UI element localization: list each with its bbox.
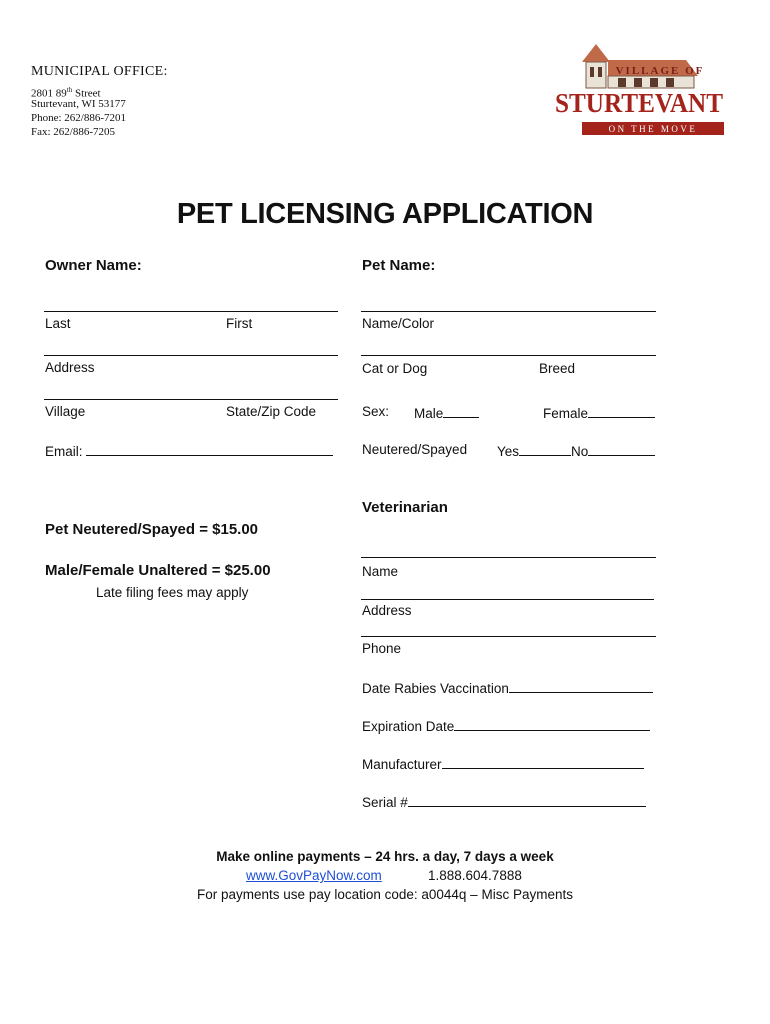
owner-address-label: Address [45, 360, 95, 375]
logo-tower-roof [582, 44, 610, 62]
vet-expiration-field [362, 717, 650, 734]
vet-manufacturer-label: Manufacturer [362, 757, 442, 772]
vet-serial-blank[interactable] [408, 793, 646, 807]
payment-headline: Make online payments – 24 hrs. a day, 7 days a week [216, 849, 554, 864]
vet-rabies-blank[interactable] [509, 679, 653, 693]
pet-heading: Pet Name: [362, 257, 436, 274]
late-fee-note: Late filing fees may apply [96, 585, 249, 600]
pet-name-color-label: Name/Color [362, 316, 435, 331]
address-street: Street [72, 87, 101, 100]
pet-type-line[interactable] [361, 355, 656, 356]
vet-address-label: Address [362, 603, 412, 618]
payment-website-link[interactable] [246, 868, 382, 883]
office-phone: Phone: 262/886-7201 [31, 112, 127, 124]
pet-male-field [414, 404, 479, 421]
vet-expiration-blank[interactable] [454, 717, 650, 731]
pet-female-blank[interactable] [588, 404, 655, 418]
owner-village-label: Village [45, 404, 86, 419]
office-fax: Fax: 262/886-7205 [31, 126, 116, 138]
logo-tagline: ON THE MOVE [608, 124, 698, 134]
owner-village-line[interactable] [44, 399, 338, 400]
office-title: MUNICIPAL OFFICE: [31, 64, 168, 79]
vet-rabies-label: Date Rabies Vaccination [362, 681, 509, 696]
village-logo [552, 42, 727, 142]
owner-email-field [45, 442, 333, 459]
owner-address-line[interactable] [44, 355, 338, 356]
page-title: PET LICENSING APPLICATION [176, 198, 594, 230]
pet-yes-label: Yes [497, 444, 520, 459]
pet-male-blank[interactable] [443, 404, 479, 418]
vet-serial-label: Serial # [362, 795, 408, 810]
owner-first-label: First [226, 316, 253, 331]
vet-heading: Veterinarian [362, 499, 448, 516]
vet-name-line[interactable] [361, 557, 656, 558]
vet-address-line[interactable] [361, 599, 654, 600]
owner-name-line[interactable] [44, 311, 338, 312]
fee-neutered: Pet Neutered/Spayed = $15.00 [45, 521, 259, 538]
pet-breed-label: Breed [539, 361, 576, 376]
pet-male-label: Male [414, 406, 444, 421]
pet-female-field [543, 404, 655, 421]
logo-top-text: VILLAGE OF [615, 65, 705, 77]
pet-neutered-field [497, 442, 655, 459]
vet-expiration-label: Expiration Date [362, 719, 455, 734]
payment-location-code: For payments use pay location code: a0044q – Misc Payments [197, 887, 573, 902]
payment-phone: 1.888.604.7888 [428, 868, 522, 883]
vet-manufacturer-field [362, 755, 644, 772]
vet-rabies-field [362, 679, 653, 696]
vet-phone-label: Phone [362, 641, 402, 656]
vet-name-label: Name [362, 564, 399, 579]
payment-website[interactable]: www.GovPayNow.com [246, 868, 382, 883]
fee-unaltered: Male/Female Unaltered = $25.00 [45, 562, 271, 579]
vet-serial-field [362, 793, 646, 810]
pet-name-line[interactable] [361, 311, 656, 312]
pet-female-label: Female [543, 406, 589, 421]
pet-no-label: No [571, 444, 589, 459]
owner-heading: Owner Name: [45, 257, 142, 274]
pet-no-blank[interactable] [588, 442, 655, 456]
logo-tower [586, 62, 606, 88]
pet-neutered-label: Neutered/Spayed [362, 442, 468, 457]
owner-state-zip-label: State/Zip Code [226, 404, 317, 419]
vet-manufacturer-blank[interactable] [442, 755, 644, 769]
vet-phone-line[interactable] [361, 636, 656, 637]
owner-email-blank[interactable] [86, 442, 333, 456]
office-city: Sturtevant, WI 53177 [31, 98, 126, 110]
address-suffix: th [66, 86, 73, 94]
owner-email-label: Email: [45, 444, 83, 459]
pet-cat-dog-label: Cat or Dog [362, 361, 428, 376]
address-number: 2801 89 [31, 87, 67, 100]
owner-last-label: Last [45, 316, 71, 331]
logo-main-text: STURTEVANT [555, 88, 723, 118]
pet-yes-blank[interactable] [519, 442, 571, 456]
pet-sex-label: Sex: [362, 404, 390, 419]
